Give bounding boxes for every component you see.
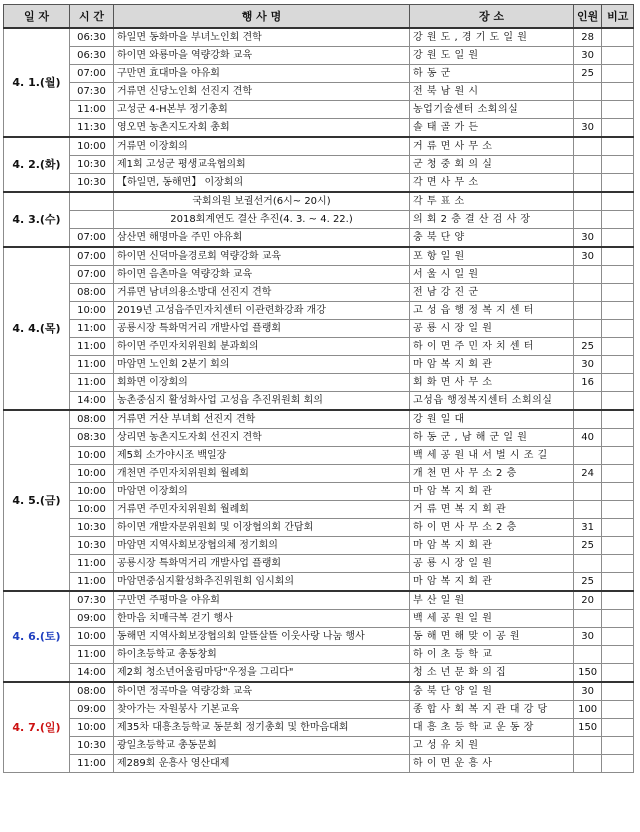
note-cell bbox=[602, 555, 634, 573]
place-cell: 종 합 사 회 복 지 관 대 강 당 bbox=[410, 701, 574, 719]
time-cell: 08:30 bbox=[70, 429, 114, 447]
note-cell bbox=[602, 465, 634, 483]
time-cell: 10:30 bbox=[70, 537, 114, 555]
table-row bbox=[4, 501, 634, 519]
event-cell: 제2회 청소년어울림마당"우정을 그리다" bbox=[114, 664, 410, 683]
count-cell bbox=[574, 755, 602, 773]
count-cell: 24 bbox=[574, 465, 602, 483]
table-row bbox=[4, 573, 634, 592]
count-cell bbox=[574, 174, 602, 193]
event-cell: 하이면 개발자문위원회 및 이장협의회 간담회 bbox=[114, 519, 410, 537]
note-cell bbox=[602, 284, 634, 302]
count-cell: 30 bbox=[574, 682, 602, 701]
date-group bbox=[4, 192, 634, 247]
time-cell: 11:00 bbox=[70, 320, 114, 338]
note-cell bbox=[602, 646, 634, 664]
event-cell: 국회의원 보궐선거(6시~ 20시) bbox=[114, 192, 410, 211]
count-cell bbox=[574, 483, 602, 501]
date-group bbox=[4, 247, 634, 410]
place-cell: 동 해 면 해 맞 이 공 원 bbox=[410, 628, 574, 646]
note-cell bbox=[602, 156, 634, 174]
event-cell: 공룡시장 특화먹거리 개발사업 플랭회 bbox=[114, 320, 410, 338]
place-cell: 농업기술센터 소회의실 bbox=[410, 101, 574, 119]
event-cell: 2018회계연도 결산 추진(4. 3. ~ 4. 22.) bbox=[114, 211, 410, 229]
note-cell bbox=[602, 682, 634, 701]
count-cell bbox=[574, 156, 602, 174]
note-cell bbox=[602, 119, 634, 138]
time-cell: 10:00 bbox=[70, 465, 114, 483]
note-cell bbox=[602, 192, 634, 211]
time-cell: 07:30 bbox=[70, 83, 114, 101]
time-cell: 08:00 bbox=[70, 410, 114, 429]
count-cell: 30 bbox=[574, 119, 602, 138]
place-cell: 백 세 공 원 일 원 bbox=[410, 610, 574, 628]
date-cell: 4. 3.(수) bbox=[4, 192, 70, 247]
note-cell bbox=[602, 737, 634, 755]
table-row bbox=[4, 266, 634, 284]
note-cell bbox=[602, 338, 634, 356]
time-cell: 11:00 bbox=[70, 356, 114, 374]
event-cell: 【하일면, 동해면】 이장회의 bbox=[114, 174, 410, 193]
count-cell: 25 bbox=[574, 537, 602, 555]
header-event: 행 사 명 bbox=[114, 5, 410, 29]
table-row bbox=[4, 374, 634, 392]
note-cell bbox=[602, 483, 634, 501]
place-cell: 마 암 복 지 회 관 bbox=[410, 483, 574, 501]
event-cell: 광일초등학교 총동문회 bbox=[114, 737, 410, 755]
note-cell bbox=[602, 410, 634, 429]
count-cell: 30 bbox=[574, 247, 602, 266]
count-cell bbox=[574, 284, 602, 302]
note-cell bbox=[602, 101, 634, 119]
place-cell: 고 성 유 치 원 bbox=[410, 737, 574, 755]
note-cell bbox=[602, 591, 634, 610]
time-cell: 09:00 bbox=[70, 701, 114, 719]
table-row bbox=[4, 429, 634, 447]
table-row bbox=[4, 646, 634, 664]
place-cell: 거 류 면 사 무 소 bbox=[410, 137, 574, 156]
table-row bbox=[4, 701, 634, 719]
event-cell: 하이면 와룡마을 역량강화 교육 bbox=[114, 47, 410, 65]
place-cell: 강 원 일 대 bbox=[410, 410, 574, 429]
place-cell: 서 울 시 일 원 bbox=[410, 266, 574, 284]
date-cell: 4. 6.(토) bbox=[4, 591, 70, 682]
place-cell: 공 룡 시 장 일 원 bbox=[410, 320, 574, 338]
time-cell: 11:30 bbox=[70, 119, 114, 138]
table-row bbox=[4, 338, 634, 356]
table-row bbox=[4, 465, 634, 483]
event-cell: 상리면 농촌지도자회 선진지 견학 bbox=[114, 429, 410, 447]
count-cell bbox=[574, 83, 602, 101]
table-row bbox=[4, 47, 634, 65]
count-cell: 20 bbox=[574, 591, 602, 610]
place-cell: 의 회 2 층 결 산 검 사 장 bbox=[410, 211, 574, 229]
time-cell: 11:00 bbox=[70, 646, 114, 664]
time-cell: 10:30 bbox=[70, 737, 114, 755]
event-cell: 마암면 노인회 2분기 회의 bbox=[114, 356, 410, 374]
count-cell bbox=[574, 192, 602, 211]
table-row bbox=[4, 174, 634, 193]
time-cell: 06:30 bbox=[70, 28, 114, 47]
header-count: 인원 bbox=[574, 5, 602, 29]
count-cell bbox=[574, 392, 602, 411]
place-cell: 강 원 도 , 경 기 도 일 원 bbox=[410, 28, 574, 47]
time-cell: 06:30 bbox=[70, 47, 114, 65]
event-cell: 하일면 동화마을 부녀노인회 견학 bbox=[114, 28, 410, 47]
table-row bbox=[4, 483, 634, 501]
place-cell: 고 성 읍 행 정 복 지 센 터 bbox=[410, 302, 574, 320]
count-cell: 30 bbox=[574, 356, 602, 374]
time-cell: 11:00 bbox=[70, 755, 114, 773]
time-cell: 10:00 bbox=[70, 501, 114, 519]
table-row bbox=[4, 392, 634, 411]
place-cell: 개 천 면 사 무 소 2 층 bbox=[410, 465, 574, 483]
time-cell: 11:00 bbox=[70, 573, 114, 592]
event-cell: 하이면 음촌마을 역량강화 교육 bbox=[114, 266, 410, 284]
note-cell bbox=[602, 47, 634, 65]
event-cell: 공룡시장 특화먹거리 개발사업 플랭회 bbox=[114, 555, 410, 573]
header-note: 비고 bbox=[602, 5, 634, 29]
count-cell bbox=[574, 211, 602, 229]
table-row bbox=[4, 28, 634, 47]
time-cell: 10:30 bbox=[70, 156, 114, 174]
place-cell: 하 이 면 주 민 자 치 센 터 bbox=[410, 338, 574, 356]
count-cell bbox=[574, 646, 602, 664]
note-cell bbox=[602, 537, 634, 555]
place-cell: 고성읍 행정복지센터 소회의실 bbox=[410, 392, 574, 411]
table-row bbox=[4, 410, 634, 429]
time-cell: 10:00 bbox=[70, 302, 114, 320]
place-cell: 하 동 군 bbox=[410, 65, 574, 83]
date-group bbox=[4, 410, 634, 591]
note-cell bbox=[602, 701, 634, 719]
count-cell: 40 bbox=[574, 429, 602, 447]
place-cell: 마 암 복 지 회 관 bbox=[410, 356, 574, 374]
place-cell: 청 소 년 문 화 의 집 bbox=[410, 664, 574, 683]
date-cell: 4. 4.(목) bbox=[4, 247, 70, 410]
event-cell: 하이면 정곡마을 역량강화 교육 bbox=[114, 682, 410, 701]
event-cell: 한마음 치매극복 걷기 행사 bbox=[114, 610, 410, 628]
place-cell: 각 면 사 무 소 bbox=[410, 174, 574, 193]
event-cell: 마암면중심지활성화추진위원회 임시회의 bbox=[114, 573, 410, 592]
time-cell: 10:30 bbox=[70, 519, 114, 537]
count-cell bbox=[574, 320, 602, 338]
event-cell: 고성군 4-H본부 정기총회 bbox=[114, 101, 410, 119]
event-cell: 영오면 농촌지도자회 총회 bbox=[114, 119, 410, 138]
event-cell: 찾아가는 자원봉사 기본교육 bbox=[114, 701, 410, 719]
place-cell: 대 흥 초 등 학 교 운 동 장 bbox=[410, 719, 574, 737]
note-cell bbox=[602, 628, 634, 646]
time-cell: 10:30 bbox=[70, 174, 114, 193]
event-cell: 거류면 이장회의 bbox=[114, 137, 410, 156]
count-cell: 25 bbox=[574, 65, 602, 83]
table-row bbox=[4, 682, 634, 701]
table-row bbox=[4, 65, 634, 83]
table-row bbox=[4, 537, 634, 555]
time-cell: 07:30 bbox=[70, 591, 114, 610]
event-cell: 2019년 고성읍주민자치센터 이관련화강좌 개강 bbox=[114, 302, 410, 320]
time-cell bbox=[70, 192, 114, 211]
note-cell bbox=[602, 719, 634, 737]
table-row bbox=[4, 119, 634, 138]
place-cell: 하 동 군 , 남 해 군 일 원 bbox=[410, 429, 574, 447]
place-cell: 거 류 면 복 지 회 관 bbox=[410, 501, 574, 519]
table-row bbox=[4, 192, 634, 211]
note-cell bbox=[602, 447, 634, 465]
date-cell: 4. 2.(화) bbox=[4, 137, 70, 192]
event-cell: 제5회 소가야시조 백일장 bbox=[114, 447, 410, 465]
header-place: 장 소 bbox=[410, 5, 574, 29]
event-cell: 하이면 주민자치위원회 분과회의 bbox=[114, 338, 410, 356]
event-cell: 구만면 주평마을 야유회 bbox=[114, 591, 410, 610]
note-cell bbox=[602, 429, 634, 447]
date-group bbox=[4, 28, 634, 137]
event-cell: 구만면 효대마을 야유회 bbox=[114, 65, 410, 83]
header-date: 일 자 bbox=[4, 5, 70, 29]
schedule-table bbox=[3, 4, 634, 773]
time-cell: 10:00 bbox=[70, 628, 114, 646]
note-cell bbox=[602, 266, 634, 284]
event-cell: 삼산면 해명마을 주민 야유회 bbox=[114, 229, 410, 248]
event-cell: 거류면 거산 부녀회 선진지 견학 bbox=[114, 410, 410, 429]
place-cell: 하 이 면 사 무 소 2 층 bbox=[410, 519, 574, 537]
date-group bbox=[4, 591, 634, 682]
table-row bbox=[4, 610, 634, 628]
event-cell: 거류면 신당노인회 선진지 견학 bbox=[114, 83, 410, 101]
table-row bbox=[4, 83, 634, 101]
count-cell bbox=[574, 737, 602, 755]
count-cell bbox=[574, 501, 602, 519]
count-cell: 30 bbox=[574, 47, 602, 65]
note-cell bbox=[602, 320, 634, 338]
time-cell: 10:00 bbox=[70, 483, 114, 501]
note-cell bbox=[602, 247, 634, 266]
note-cell bbox=[602, 174, 634, 193]
note-cell bbox=[602, 28, 634, 47]
event-cell: 제289회 운흥사 영산대제 bbox=[114, 755, 410, 773]
table-row bbox=[4, 156, 634, 174]
place-cell: 충 북 단 양 일 원 bbox=[410, 682, 574, 701]
count-cell: 16 bbox=[574, 374, 602, 392]
note-cell bbox=[602, 137, 634, 156]
note-cell bbox=[602, 211, 634, 229]
time-cell: 08:00 bbox=[70, 682, 114, 701]
table-row bbox=[4, 320, 634, 338]
event-cell: 하이초등학교 총동창회 bbox=[114, 646, 410, 664]
date-group bbox=[4, 682, 634, 773]
place-cell: 포 항 일 원 bbox=[410, 247, 574, 266]
place-cell: 군 청 중 회 의 실 bbox=[410, 156, 574, 174]
date-cell: 4. 5.(금) bbox=[4, 410, 70, 591]
place-cell: 각 투 표 소 bbox=[410, 192, 574, 211]
table-row bbox=[4, 519, 634, 537]
note-cell bbox=[602, 302, 634, 320]
note-cell bbox=[602, 610, 634, 628]
table-row bbox=[4, 664, 634, 683]
count-cell: 150 bbox=[574, 664, 602, 683]
note-cell bbox=[602, 356, 634, 374]
count-cell: 25 bbox=[574, 338, 602, 356]
table-row bbox=[4, 137, 634, 156]
table-row bbox=[4, 302, 634, 320]
note-cell bbox=[602, 229, 634, 248]
note-cell bbox=[602, 501, 634, 519]
table-row bbox=[4, 591, 634, 610]
count-cell: 28 bbox=[574, 28, 602, 47]
note-cell bbox=[602, 65, 634, 83]
event-cell: 개천면 주민자치위원회 월례회 bbox=[114, 465, 410, 483]
place-cell: 솔 태 골 가 든 bbox=[410, 119, 574, 138]
event-cell: 제35차 대흥초등학교 동문회 정기총회 및 한마음대회 bbox=[114, 719, 410, 737]
event-cell: 동해면 지역사회보장협의회 알뜰살뜰 이웃사랑 나눔 행사 bbox=[114, 628, 410, 646]
time-cell: 07:00 bbox=[70, 229, 114, 248]
count-cell bbox=[574, 447, 602, 465]
time-cell: 14:00 bbox=[70, 664, 114, 683]
event-cell: 회화면 이장회의 bbox=[114, 374, 410, 392]
place-cell: 부 산 일 원 bbox=[410, 591, 574, 610]
count-cell: 100 bbox=[574, 701, 602, 719]
count-cell: 25 bbox=[574, 573, 602, 592]
time-cell: 11:00 bbox=[70, 338, 114, 356]
time-cell: 09:00 bbox=[70, 610, 114, 628]
event-cell: 제1회 고성군 평생교육협의회 bbox=[114, 156, 410, 174]
place-cell: 회 화 면 사 무 소 bbox=[410, 374, 574, 392]
note-cell bbox=[602, 392, 634, 411]
table-row bbox=[4, 101, 634, 119]
table-row bbox=[4, 719, 634, 737]
event-cell: 거류면 주민자치위원회 월례회 bbox=[114, 501, 410, 519]
count-cell: 30 bbox=[574, 628, 602, 646]
header-row bbox=[4, 5, 634, 29]
note-cell bbox=[602, 664, 634, 683]
note-cell bbox=[602, 519, 634, 537]
place-cell: 충 북 단 양 bbox=[410, 229, 574, 248]
time-cell: 11:00 bbox=[70, 101, 114, 119]
count-cell: 31 bbox=[574, 519, 602, 537]
table-row bbox=[4, 628, 634, 646]
note-cell bbox=[602, 83, 634, 101]
event-cell: 거류면 남녀의용소방대 선진지 견학 bbox=[114, 284, 410, 302]
time-cell: 07:00 bbox=[70, 247, 114, 266]
note-cell bbox=[602, 755, 634, 773]
date-group bbox=[4, 137, 634, 192]
note-cell bbox=[602, 374, 634, 392]
table-row bbox=[4, 555, 634, 573]
event-cell: 농촌중심지 활성화사업 고성읍 추진위원회 회의 bbox=[114, 392, 410, 411]
date-cell: 4. 1.(월) bbox=[4, 28, 70, 137]
time-cell: 07:00 bbox=[70, 266, 114, 284]
count-cell bbox=[574, 266, 602, 284]
place-cell: 강 원 도 일 원 bbox=[410, 47, 574, 65]
place-cell: 마 암 복 지 회 관 bbox=[410, 537, 574, 555]
place-cell: 하 이 초 등 학 교 bbox=[410, 646, 574, 664]
table-row bbox=[4, 284, 634, 302]
header-time: 시 간 bbox=[70, 5, 114, 29]
count-cell bbox=[574, 555, 602, 573]
table-row bbox=[4, 755, 634, 773]
time-cell: 07:00 bbox=[70, 65, 114, 83]
event-cell: 마암면 이장회의 bbox=[114, 483, 410, 501]
note-cell bbox=[602, 573, 634, 592]
table-row bbox=[4, 356, 634, 374]
count-cell: 30 bbox=[574, 229, 602, 248]
place-cell: 전 북 남 원 시 bbox=[410, 83, 574, 101]
count-cell bbox=[574, 137, 602, 156]
time-cell: 14:00 bbox=[70, 392, 114, 411]
table-row bbox=[4, 247, 634, 266]
time-cell: 10:00 bbox=[70, 719, 114, 737]
table-row bbox=[4, 229, 634, 248]
table-row bbox=[4, 447, 634, 465]
time-cell bbox=[70, 211, 114, 229]
event-cell: 하이면 신덕마을경로회 역량강화 교육 bbox=[114, 247, 410, 266]
place-cell: 공 룡 시 장 일 원 bbox=[410, 555, 574, 573]
count-cell bbox=[574, 610, 602, 628]
count-cell: 150 bbox=[574, 719, 602, 737]
count-cell bbox=[574, 302, 602, 320]
event-cell: 마암면 지역사회보장협의체 정기회의 bbox=[114, 537, 410, 555]
place-cell: 전 남 강 진 군 bbox=[410, 284, 574, 302]
time-cell: 10:00 bbox=[70, 447, 114, 465]
time-cell: 08:00 bbox=[70, 284, 114, 302]
place-cell: 마 암 복 지 회 관 bbox=[410, 573, 574, 592]
place-cell: 하 이 면 운 흥 사 bbox=[410, 755, 574, 773]
date-cell: 4. 7.(일) bbox=[4, 682, 70, 773]
count-cell bbox=[574, 101, 602, 119]
time-cell: 11:00 bbox=[70, 374, 114, 392]
table-row bbox=[4, 211, 634, 229]
time-cell: 11:00 bbox=[70, 555, 114, 573]
count-cell bbox=[574, 410, 602, 429]
table-row bbox=[4, 737, 634, 755]
schedule-table-wrapper bbox=[3, 4, 634, 773]
time-cell: 10:00 bbox=[70, 137, 114, 156]
place-cell: 백 세 공 원 내 서 벌 시 조 길 bbox=[410, 447, 574, 465]
